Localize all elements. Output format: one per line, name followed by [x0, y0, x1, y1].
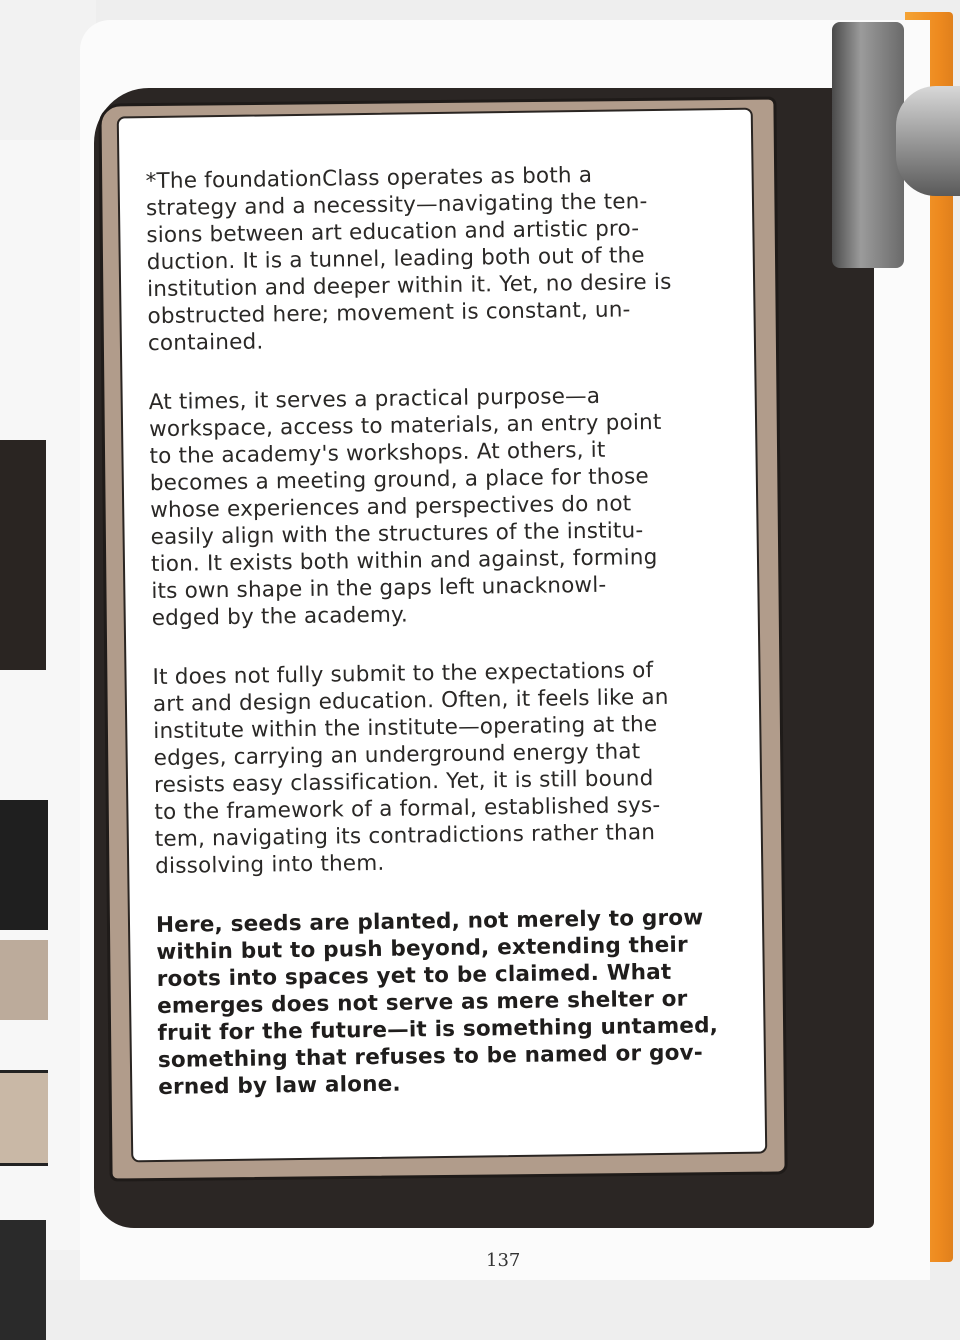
facing-page-artwork	[0, 1220, 46, 1340]
facing-page-artwork	[0, 800, 48, 930]
facing-page-artwork	[0, 1070, 48, 1166]
facing-page-left	[0, 140, 82, 1250]
binder-clip-arm	[896, 86, 960, 196]
paragraph-3: It does not fully submit to the expectations of art and design education. Often, it feels like an institute within the institute—operating at the edges, carrying an underground energy that resists easy classification. Yet, it is still bound to the framework of a formal, established sys- tem, navigating its contradictions rather than dissolving into them.	[152, 658, 669, 880]
paragraph-4: Here, seeds are planted, not merely to grow within but to push beyond, extending their roots into spaces yet to be claimed. What emerges does not serve as mere shelter or fruit for the future—it is something untamed, something that refuses to be named or gov- erned by law alone.	[155, 905, 719, 1101]
text-panel	[117, 108, 768, 1163]
facing-page-artwork	[0, 940, 48, 1020]
paragraph-1: *The foundationClass operates as both a strategy and a necessity—navigating the ten- sions between art education and artistic pro- duction. It is a tunnel, leading both out of the institution and deeper within it. Yet, no desire is obstructed here; movement is constant, un- contained.	[145, 162, 672, 357]
binder-clip-icon	[832, 22, 904, 268]
facing-page-artwork	[0, 440, 46, 670]
page-number: 137	[486, 1250, 521, 1271]
paragraph-2: At times, it serves a practical purpose—a workspace, access to materials, an entry point to the academy's workshops. At others, it becomes a meeting ground, a place for those whose experiences and perspectives do not easily align with the structures of the institu- tion. It exists both within and against, forming its own shape in the gaps left unacknowl- edged by the academy.	[148, 383, 662, 632]
